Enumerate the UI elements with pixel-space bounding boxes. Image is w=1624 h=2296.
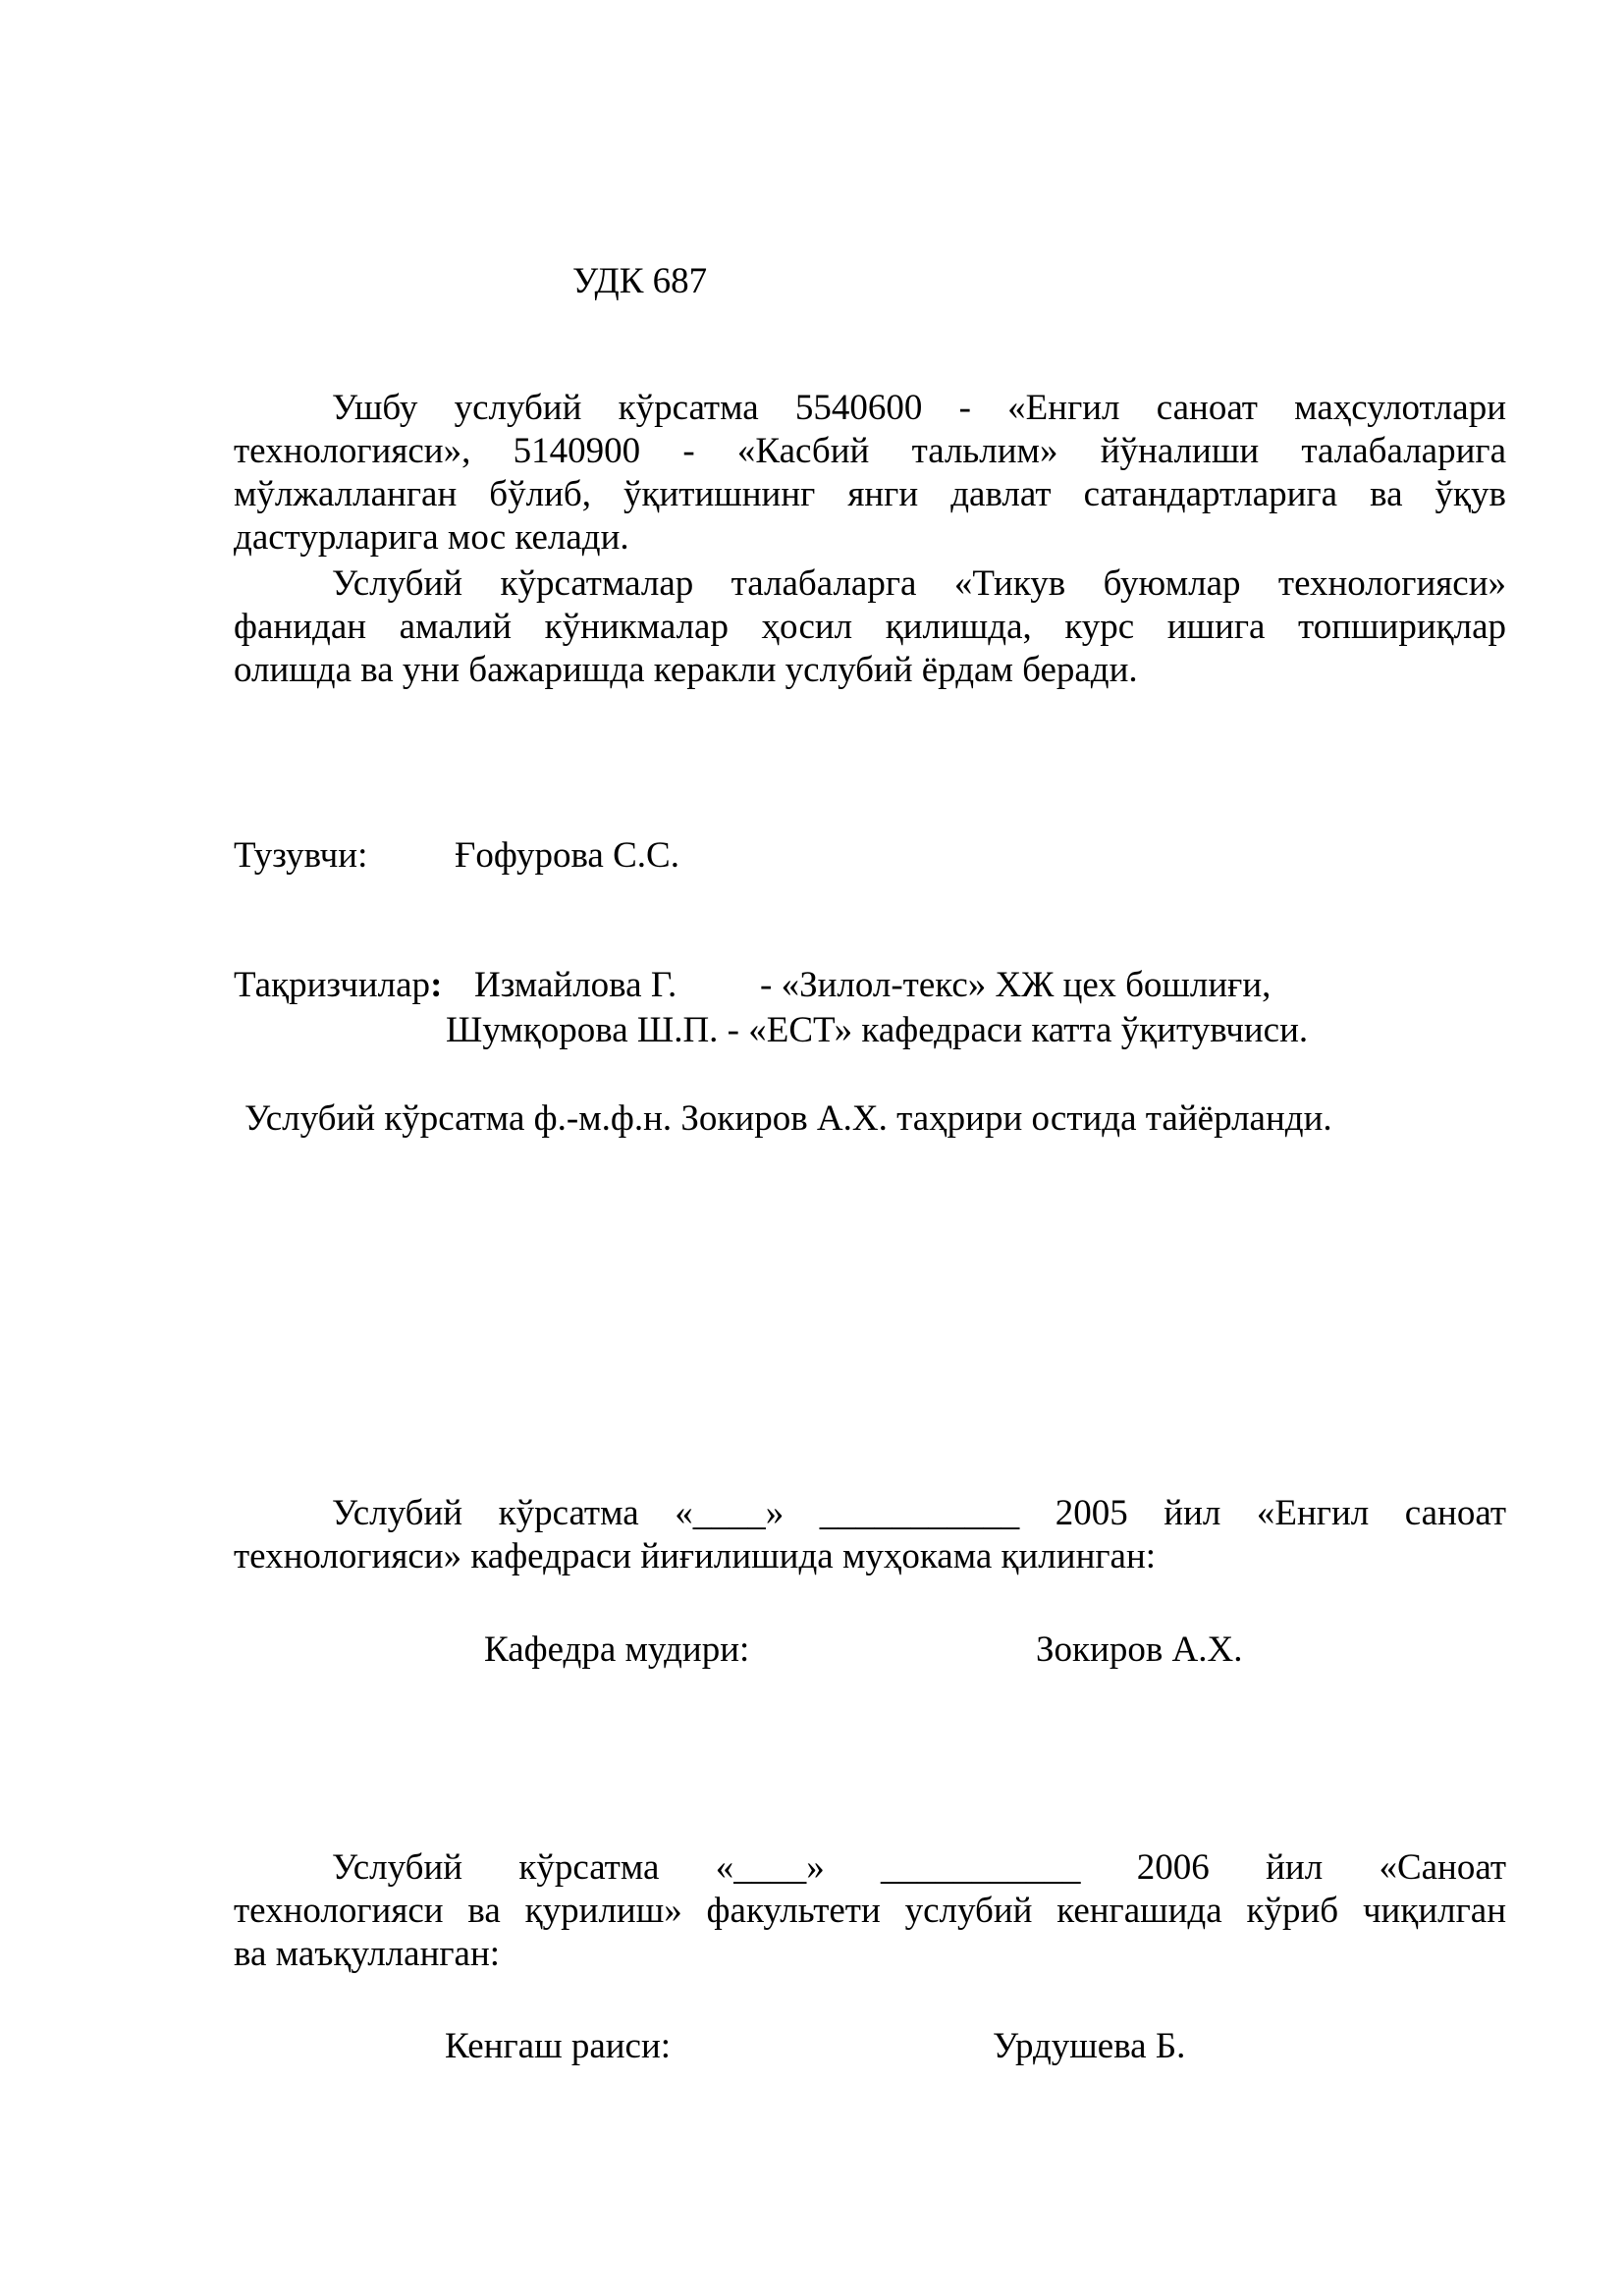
dept-approval-paragraph bbox=[234, 1492, 1506, 1578]
faculty-approval-line-2: технологияси ва қурилиш» факультети услубий кенгашида кўриб чиқилган bbox=[234, 1891, 1506, 1931]
compiler-name: Ғофурова С.С. bbox=[455, 835, 679, 876]
reviewer-1-name: Измайлова Г. bbox=[474, 965, 677, 1005]
reviewers-label: Тақризчилар bbox=[234, 965, 431, 1005]
faculty-approval-line-1: Услубий кўрсатма «____» ___________ 2006 йил «Саноат bbox=[332, 1847, 1506, 1888]
dept-approval-line-1: Услубий кўрсатма «____» ___________ 2005 йил «Енгил саноат bbox=[332, 1493, 1506, 1533]
reviewers-colon: : bbox=[430, 965, 443, 1005]
intro-p1-line-2: технологияси», 5140900 - «Касбий тальлим» йўналиши талабаларига bbox=[234, 431, 1506, 471]
compiler-label: Тузувчи: bbox=[234, 835, 368, 876]
dept-approval-line-2: технологияси» кафедраси йиғилишида муҳокама қилинган: bbox=[234, 1536, 1157, 1576]
intro-paragraph-2 bbox=[234, 562, 1506, 692]
reviewers-label-group bbox=[234, 967, 442, 1003]
intro-p2-line-2: фанидан амалий кўникмалар ҳосил қилишда, курс ишига топшириқлар bbox=[234, 607, 1506, 647]
council-chair-name: Урдушева Б. bbox=[993, 2026, 1186, 2066]
reviewer-2: Шумқорова Ш.П. - «ЕСТ» кафедраси катта ўқитувчиси. bbox=[446, 1010, 1309, 1050]
intro-p1-line-3: мўлжалланган бўлиб, ўқитишнинг янги давлат сатандартларига ва ўқув bbox=[234, 474, 1506, 514]
intro-p2-line-1: Услубий кўрсатмалар талабаларга «Тикув буюмлар технологияси» bbox=[332, 563, 1506, 604]
intro-p1-line-1: Ушбу услубий кўрсатма 5540600 - «Енгил саноат маҳсулотлари bbox=[332, 388, 1506, 428]
intro-p1-line-4: дастурларига мос келади. bbox=[234, 517, 629, 558]
faculty-approval-line-3: ва маъқулланган: bbox=[234, 1934, 501, 1974]
intro-p2-line-3: олишда ва уни бажаришда керакли услубий ёрдам беради. bbox=[234, 650, 1138, 690]
faculty-approval-paragraph bbox=[234, 1846, 1506, 1976]
udk-code: УДК 687 bbox=[572, 261, 708, 301]
dept-head-label: Кафедра мудири: bbox=[484, 1629, 750, 1670]
intro-paragraph-1 bbox=[234, 387, 1506, 560]
dept-head-name: Зокиров А.Х. bbox=[1036, 1629, 1243, 1670]
editor-note: Услубий кўрсатма ф.-м.ф.н. Зокиров А.Х. таҳрири остида тайёрланди. bbox=[244, 1098, 1332, 1139]
reviewer-1-role: - «Зилол-текс» ХЖ цех бошлиғи, bbox=[760, 965, 1272, 1005]
council-chair-label: Кенгаш раиси: bbox=[445, 2026, 672, 2066]
